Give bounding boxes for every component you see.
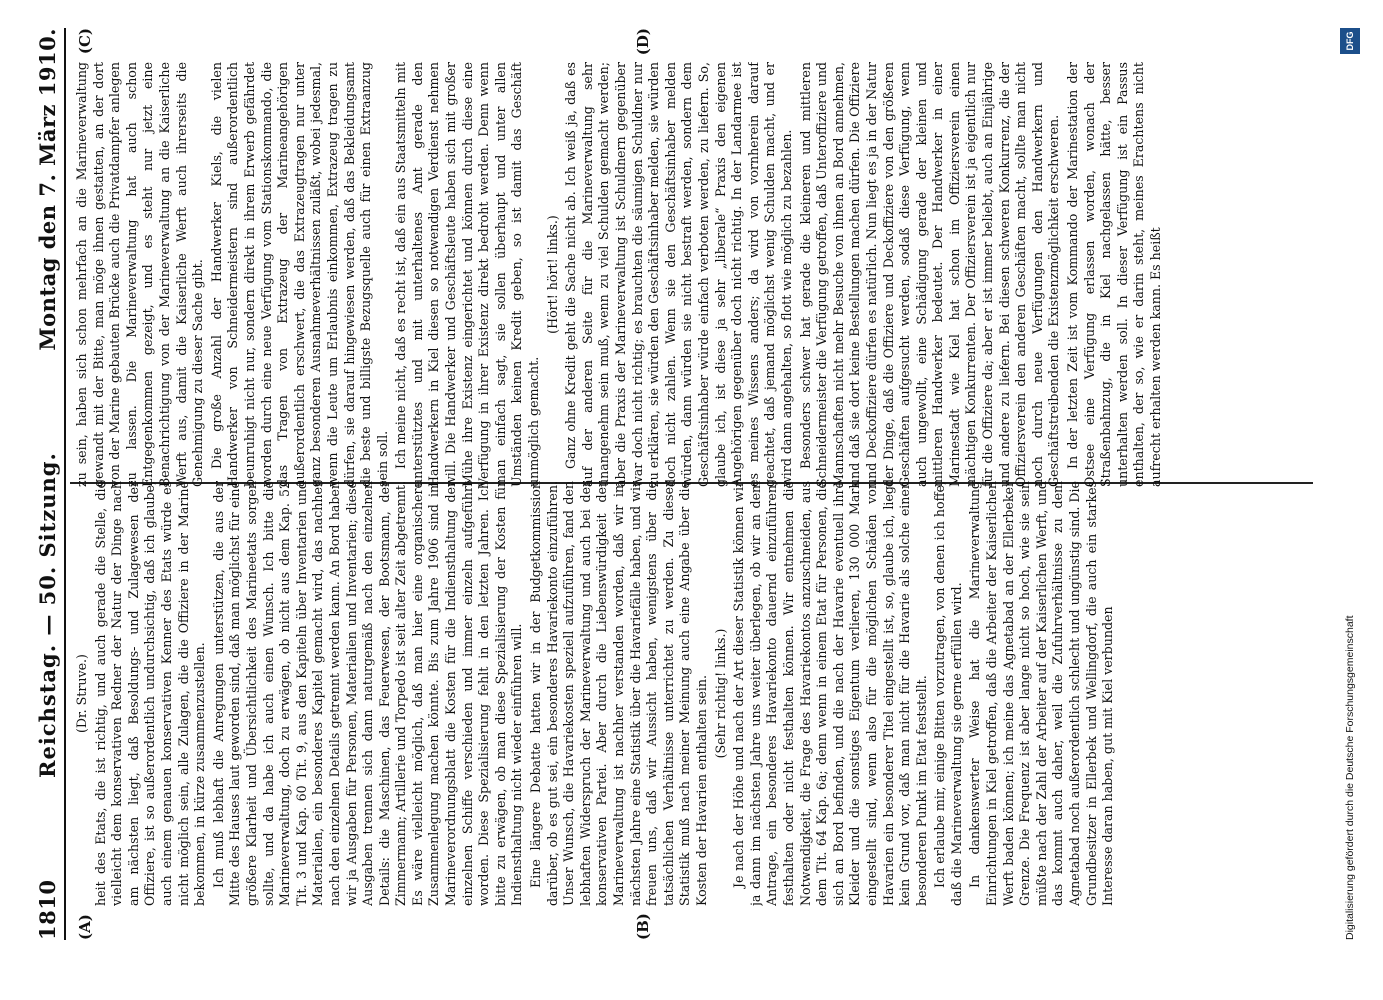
paragraph: Je nach der Höhe und nach der Art dieser Statistik können wir ja dann im nächsten Jahre uns weiter überlegen, ob wir an dem Antrage, ein besonderes Havariekonto dauernd einzuführen, festhalten oder nicht festhalten können. Wir entnehmen die Notwendigkeit, die Frage des Havariekontos anzuschneiden, aus dem Tit. 64 Kap. 6a; denn wenn in einem Etat für Personen, die sich an Bord befinden, und die nach der Havarie eventuell ihre Kleider und die sonstiges Eigentum verlieren, 130 000 Mark eingestellt sind, wenn also für die möglichen Schäden von Havarien ein besonderer Titel eingestellt ist, so, glaube ich, liegt kein Grund vor, daß man nicht für die Havarie als solche einen besonderen Punkt im Etat feststellt.: [731, 481, 929, 906]
paragraph: Eine längere Debatte hatten wir in der Budgetkommission darüber, ob es gut sei, ein besonderes Havariekonto einzuführen. Unser Wunsch, die Havariekosten speziell aufzuführen, fand den lebhaften Widerspruch der Marineverwaltung und auch bei der konservativen Partei. Aber durch die Liebenswürdigkeit der Marineverwaltung ist nachher verstanden worden, daß wir im nächsten Jahre eine Statistik über die Havariefälle haben, und wir freuen uns, daß wir Aussicht haben, wenigstens über die tatsächlichen Verhältnisse unterrichtet zu werden. Zu dieser Statistik muß nach meiner Meinung auch eine Angabe über die Kosten der Havarien enthalten sein.: [528, 481, 709, 906]
session-date: Montag den 7. März 1910.: [35, 28, 60, 351]
interjection: (Sehr richtig! links.): [712, 628, 728, 759]
paragraph: zu sein, haben sich schon mehrfach an die Marineverwaltung gewandt mit der Bitte, man möge ihnen gestatten, an der dort von der Marine gebauten Brücke auch die Privatdampfer anlegen zu lassen. Die Marineverwaltung hat auch schon Entgegenkommen gezeigt, und es steht nur jetzt eine Benachrichtigung von der Marineverwaltung an die Kaiserliche Werft aus, damit die Kaiserliche Werft auch ihrerseits die Genehmigung zu dieser Sache gibt.: [74, 62, 206, 487]
interjection: (Hört! hört! links.): [544, 215, 560, 334]
margin-marker-b: (B): [634, 913, 652, 940]
page-number: 1810: [35, 879, 60, 940]
paragraph: In der letzten Zeit ist vom Kommando der Marinestation der Ostsee eine Verfügung erlassen worden, wonach der Straßenbahnzug, die in Kiel nachgelassen hätte, besser unterhalten werden soll. In dieser Verfügung ist ein Passus enthalten, der so, wie er darin steht, meines Erachtens nicht aufrecht erhalten werden kann. Es heißt: [1065, 62, 1163, 487]
paragraph: heit des Etats, die ist richtig, und auch gerade die Stelle, die vielleicht dem konservativen Redner der Natur der Dinge nach am nächsten liegt, daß Besoldungs- und Zulagewesen der Offiziere, ist so außerordentlich undurchsichtig, daß ich glaube, auch einem genauen konservativen Kenner des Etats würde es nicht möglich sein, alle Zulagen, die die Offiziere in der Marine bekommen, in kürze zusammenzustellen.: [92, 481, 208, 906]
margin-marker-a: (A): [76, 914, 94, 940]
paragraph: Ich meine nicht, daß es recht ist, daß ein aus Staatsmitteln mit unterstütztes und mit unterhaltenes Amt gerade den Handwerkern in Kiel diesen so notwendigen Verdienst nehmen will. Die Handwerker und Geschäftsleute haben sich mit großer Mühe ihre Existenz eingerichtet und können durch diese eine Verfügung in ihrer Existenz direkt bedroht werden. Denn wenn man einfach sagt, sie sollen überhaupt und unter allen Umständen keinen Kredit geben, so ist damit das Geschäft unmöglich gemacht.: [393, 62, 542, 487]
paragraph: Ganz ohne Kredit geht die Sache nicht ab. Ich weiß ja, daß es auf der anderen Seite für die Marineverwaltung sehr unangenehm sein muß, wenn zu viel Schulden gemacht werden; aber die Praxis der Marineverwaltung ist Schuldnern gegenüber war doch nicht richtig; es brauchten die säumigen Schuldner nur zu erklären, sie würden den Geschäftsinhaber melden, sie würden doch nicht zahlen. Wenn sie den Geschäftsinhaber melden würden, dann würden sie nicht bestraft werden, sondern dem Geschäftsinhaber würde einfach verboten werden, zu liefern. So, glaube ich, ist diese ja sehr „liberale“ Praxis den eigenen Angehörigen gegenüber doch nicht richtig. In der Landarmee ist es meines Wissens anders; da wird von vornherein darauf geachtet, daß jemand möglichst wenig Schulden macht, und er wird dann angehalten, so flott wie möglich zu bezahlen.: [563, 62, 794, 487]
right-column: [74, 62, 1313, 487]
paragraph: In dankenswerter Weise hat die Marineverwaltung Einrichtungen in Kiel getroffen, daß die Arbeiter der Kaiserlichen Werft baden können; ich meine das Agnetabad an der Ellerbeker Grenze. Die Frequenz ist aber lange nicht so hoch, wie sie sein müßte nach der Zahl der Arbeiter auf der Kaiserlichen Werft, und das kommt auch daher, weil die Zufuhrverhältnisse zu dem Agnetabad noch außerordentlich schlecht und ungünstig sind. Die Grundbesitzer in Ellerbek und Wellingdorf, die auch ein starkes Interesse daran haben, gut mit Kiel verbunden: [967, 481, 1116, 906]
page-header: [24, 28, 66, 940]
page-content: [24, 28, 1313, 940]
digitization-credit: Digitalisierung gefördert durch die Deutsche Forschungsgemeinschaft: [1344, 615, 1356, 940]
margin-marker-c: (C): [76, 28, 94, 55]
paragraph: Ich muß lebhaft die Anregungen unterstützen, die aus der Mitte des Hauses laut geworden sind, daß man möglichst für eine größere Klarheit und Übersichtlichkeit des Marineetats sorgen sollte, und da habe ich auch einen Wunsch. Ich bitte die Marineverwaltung, doch zu erwägen, ob nicht aus dem Kap. 52 Tit. 3 und Kap. 60 Tit. 9, aus den Kapiteln über Inventarien und Materialien, ein besonderes Kapitel gemacht wird, das nachher nach den einzelnen Details getrennt werden kann. An Bord haben wir ja Ausgaben für Personen, Materialien und Inventarien; diese Ausgaben trennen sich dann naturgemäß nach den einzelnen Details: die Maschinen, das Feuerwesen, der Bootsmann, der Zimmermann; Artillerie und Torpedo ist seit alter Zeit abgetrennt. Es wäre vielleicht möglich, daß man hier eine organischere Zusammenlegung machen könnte. Bis zum Jahre 1906 sind im Marineverordnungsblatt die Kosten für die Indiensthaltung der einzelnen Schiffe verschieden und immer einzeln aufgeführt worden. Diese Spezialisierung fehlt in den letzten Jahren. Ich bitte zu erwägen, ob man diese Spezialisierung der Kosten für Indiensthaltung nicht wieder einführen will.: [210, 481, 525, 906]
dfg-logo: DFG: [1340, 28, 1360, 54]
page-footer: [1325, 28, 1375, 940]
paragraph: Besonders schwer hat gerade die kleineren und mittleren Schneidermeister die Verfügung getroffen, daß Unteroffiziere und Mannschaften nicht mehr Besuche von ihnen an Bord annehmen, und daß sie dort keine Bestellungen machen dürfen. Die Offiziere und Deckoffiziere dürfen es natürlich. Nun liegt es ja in der Natur der Dinge, daß die Offiziere und Deckoffiziere von den größeren Geschäften aufgesucht werden, sodaß diese Verfügung, wenn auch ungewollt, eine Schädigung gerade der kleinen und mittleren Handwerker bedeutet. Der Handwerker in einer Marinestadt wie Kiel hat schon im Offiziersverein einen mächtigen Konkurrenten. Der Offiziersverein ist ja eigentlich nur für die Offiziere da; aber er ist immer beliebt, auch an Einjährige und andere zu liefern. Bei diesen schweren Konkurrenz, die der Offiziersverein den anderen Geschäften macht, sollte man nicht noch durch neue Verfügungen den Handwerkern und Geschäftstreibenden die Existenzmöglichkeit erschweren.: [797, 62, 1062, 487]
margin-marker-d: (D): [634, 28, 652, 56]
paragraph: Ich erlaube mir, einige Bitten vorzutragen, von denen ich hoffe, daß die Marineverwaltung sie gerne erfüllen wird.: [932, 481, 964, 906]
speaker-attribution: (Dr. Struve.): [74, 654, 89, 733]
running-title: Reichstag. — 50. Sitzung.: [35, 452, 60, 778]
paragraph: Die große Anzahl der Handwerker Kiels, die vielen Handwerker von Schneidermeistern sind außerordentlich beunruhigt nicht nur, sondern direkt in ihrem Erwerb gefährdet worden durch eine neue Verfügung vom Stationskommando, die das Tragen von Extrazeug der Marineangehörigen außerordentlich erschwert, die das Extrazeugtragen nur unter ganz besonderen Ausnahmeverhältnissen zuläßt, wobei jedesmal, wenn die Leute um Erlaubnis einkommen, Extrazeug tragen zu dürfen, sie darauf hingewiesen werden, daß das Bekleidungsamt die beste und billigste Bezugsquelle auch für einen Extraanzug sein soll.: [208, 62, 390, 487]
left-column: [74, 481, 1313, 906]
